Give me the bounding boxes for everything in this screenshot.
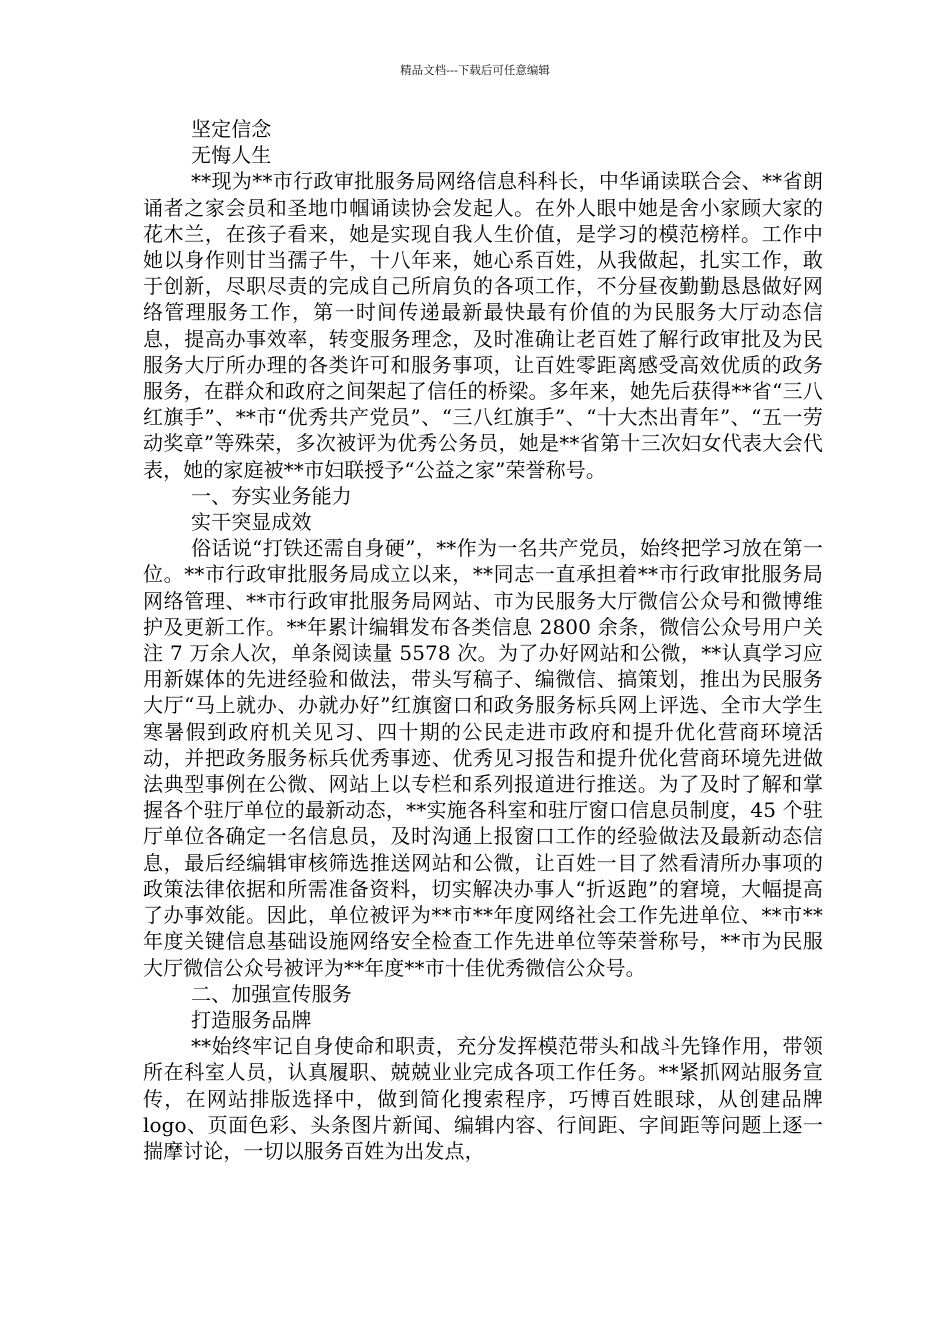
section-1-paragraph: 俗话说“打铁还需自身硬”，**作为一名共产党员，始终把学习放在第一位。**市行政审批服务局成立以来，**同志一直承担着**市行政审批服务局网络管理、**市行政审批服务局网站、市为民服务大厅微信公众号和微博维护及更新工作。**年累计编辑发布各类信息 2800 余条，微信公众号用户关注 7 万余人次，单条阅读量 5578 次。为了办好网站和公微，**认真学习应用新媒体的先进经验和做法，带头写稿子、编微信、搞策划，推出为民服务大厅“马上就办、办就办好”红旗窗口和政务服务标兵网上评选、全市大学生寒暑假到政府机关见习、四十期的公民走进市政府和提升优化营商环境活动，并把政务服务标兵优秀事迹、优秀见习报告和提升优化营商环境先进做法典型事例在公微、网站上以专栏和系列报道进行推送。为了及时了解和掌握各个驻厅单位的最新动态，**实施各科室和驻厅窗口信息员制度，45 个驻厅单位各确定一名信息员，及时沟通上报窗口工作的经验做法及最新动态信息，最后经编辑审核筛选推送网站和公微，让百姓一目了然看清所办事项的政策法律依据和所需准备资料，切实解决办事人“折返跑”的窘境，大幅提高了办事效能。因此，单位被评为**市**年度网络社会工作先进单位、**市**年度关键信息基础设施网络安全检查工作先进单位等荣誉称号，**市为民服大厅微信公众号被评为**年度**市十佳优秀微信公众号。 (143, 536, 823, 980)
page-header: 精品文档---下载后可任意编辑 (400, 63, 550, 77)
section-1-heading-line-2: 实干突显成效 (191, 510, 312, 535)
document-body (143, 116, 823, 1164)
intro-paragraph: **现为**市行政审批服务局网络信息科科长，中华诵读联合会、**省朗诵者之家会员和圣地巾帼诵读协会发起人。在外人眼中她是舍小家顾大家的花木兰，在孩子看来，她是实现自我人生价值，是学习的模范榜样。工作中她以身作则甘当孺子牛，十八年来，她心系百姓，从我做起，扎实工作，敢于创新，尽职尽责的完成自己所肩负的各项工作，不分昼夜勤勤恳恳做好网络管理服务工作，第一时间传递最新最快最有价值的为民服务大厅动态信息，提高办事效率，转变服务理念，及时准确让老百姓了解行政审批及为民服务大厅所办理的各类许可和服务事项，让百姓零距离感受高效优质的政务服务，在群众和政府之间架起了信任的桥梁。多年来，她先后获得**省“三八红旗手”、**市“优秀共产党员”、“三八红旗手”、“十大杰出青年”、“五一劳动奖章”等殊荣，多次被评为优秀公务员，她是**省第十三次妇女代表大会代表，她的家庭被**市妇联授予“公益之家”荣誉称号。 (143, 169, 823, 482)
title-line-1: 坚定信念 (191, 117, 272, 141)
section-2-paragraph: **始终牢记自身使命和职责，充分发挥模范带头和战斗先锋作用，带领所在科室人员，认真履职、兢兢业业完成各项工作任务。**紧抓网站服务宣传，在网站排版选择中，做到简化搜索程序，巧博百姓眼球，从创建品牌 logo、页面色彩、头条图片新闻、编辑内容、行间距、字间距等问题上逐一揣摩讨论，一切以服务百姓为出发点， (143, 1034, 823, 1163)
section-2-heading-line-2: 打造服务品牌 (191, 1007, 312, 1032)
title-line-2: 无悔人生 (191, 143, 272, 168)
section-1-heading-line-1: 一、夯实业务能力 (191, 483, 352, 508)
section-2-heading-line-1: 二、加强宣传服务 (191, 981, 352, 1006)
